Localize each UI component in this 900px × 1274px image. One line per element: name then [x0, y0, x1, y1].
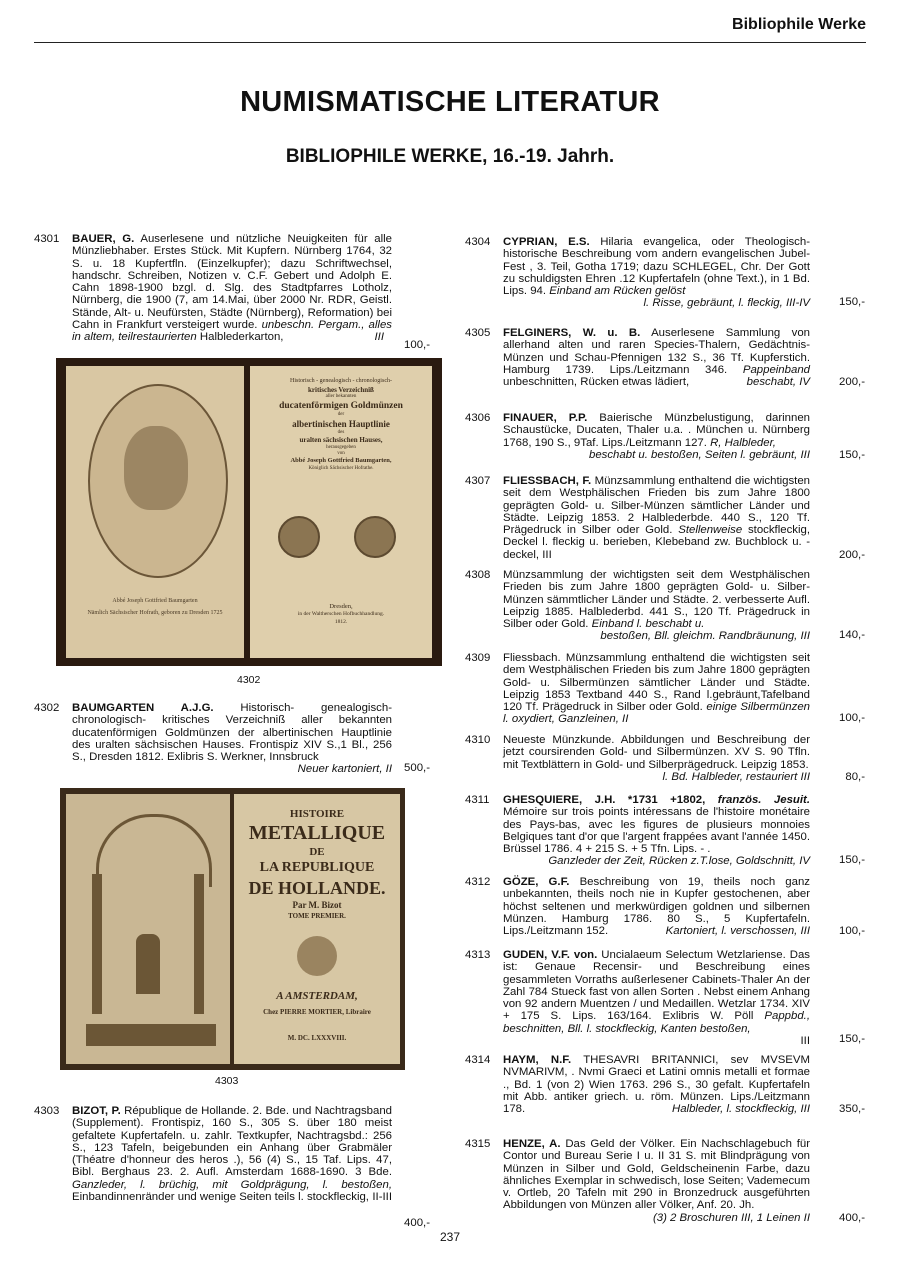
lot-number: 4312 — [465, 876, 491, 888]
printer-ornament — [297, 936, 337, 976]
lot-text: Auserlesene Sammlung von allerhand alten und raren Species-Thalern, Gedächtnis-Münzen und Schau-Pfennigen 132 S., 36 Tf. Kupferstich. Hamburg 1739. Lips./Leitzmann 346. — [503, 327, 810, 376]
frontispiece-page — [66, 366, 244, 658]
lot-entry — [465, 876, 865, 937]
lot-text: Baierische Münzbelustigung, darinnen Schaustücke, Ducaten, Thaler u.a. . München u. Nürnberg 1768, 190 S., 9Taf. Lips./Leitzmann 127. — [503, 412, 810, 449]
title-line: Historisch - genealogisch - chronologisch- — [290, 378, 392, 384]
lot-author: BAUMGARTEN A.J.G. — [72, 702, 214, 714]
lot-condition: (3) 2 Broschuren III, 1 Leinen II — [652, 1211, 810, 1224]
lot-description — [503, 734, 810, 783]
lot-description — [503, 949, 810, 1047]
lot-number: 4301 — [34, 233, 60, 245]
lot-author: CYPRIAN, E.S. — [503, 236, 590, 248]
lot-description — [503, 1054, 810, 1115]
lot-condition: Ganzleder, l. brüchig, mit Goldprägung, l. bestoßen, — [72, 1178, 392, 1191]
lot-price: 350,- — [839, 1102, 865, 1115]
coin-reverse — [354, 516, 396, 558]
lot-text: Uncialaeum Selectum Wetzlariense. Das ist: Genaue Recensir- und Beschreibung eines gesammleten Vorraths außerlesener Cabinets-Thaler An der Zahl 784 Stueck fast von allen Sorten . Nebst einem Anhang von 92 andern Muentzen / und Medaillen. Wetzlar 1734. XIV + 175 S. Lips. 163/164. Exlibris W. Pöll — [503, 949, 810, 1023]
lot-condition-tail: unbeschnitten, Rücken etwas lädiert, — [503, 376, 690, 389]
lot-price: 100,- — [404, 338, 430, 351]
title-line: M. DC. LXXXVIII. — [287, 1034, 347, 1042]
lot-price: 100,- — [839, 924, 865, 937]
lot-entry — [465, 236, 865, 308]
lot-entry — [465, 412, 865, 461]
lot-grade: III — [374, 331, 384, 344]
lot-description — [503, 652, 810, 726]
lot-author: HENZE, A. — [503, 1138, 561, 1150]
lot-author: GUDEN, V.F. von. — [503, 949, 598, 961]
lot-author: FLIESSBACH, F. — [503, 475, 592, 487]
lot-description — [503, 327, 810, 388]
lot-price: 100,- — [839, 711, 865, 724]
lot-number: 4308 — [465, 569, 491, 581]
lot-entry — [465, 734, 865, 783]
lot-condition: l. Bd. Halbleder, restauriert III — [662, 770, 810, 783]
lot-author: GHESQUIERE, J.H. *1731 +1802, — [503, 794, 706, 806]
illustration-caption: 4303 — [215, 1075, 239, 1087]
title-line: 1812. — [334, 618, 348, 625]
portrait-caption: Abbé Joseph Gottfried Baumgarten — [112, 598, 198, 604]
lot-condition: Halbleder, l. stockfleckig, III — [671, 1103, 810, 1116]
lot-entry — [465, 569, 865, 641]
lot-text: Das Geld der Völker. Ein Nachschlagebuch für Contor und Bureau Serie I u. II 31 S. mit Blindprägung von Münzen in Silber und Gold, Geldscheinenin Farbe, dazu ähnliches Exemplar in schwedisch, lose Seiten; Vademecum v. Ortleb, 20 Tafeln mit 290 in Bronzedruck ausgeführten Abbildungen von Münzen aller Völker, Anf. 20. Jh. — [503, 1138, 810, 1212]
lot-condition: Einband am Rücken gelöst — [549, 285, 686, 298]
title-line: des — [337, 429, 345, 435]
lot-condition: Kartoniert, l. verschossen, III — [665, 925, 810, 938]
lot-description — [503, 412, 810, 461]
lot-condition-tail: Halblederkarton, — [199, 331, 284, 344]
lot-grade: II-III — [372, 1191, 392, 1204]
title-line: in der Waltherschen Hofbuchhandlung. — [297, 611, 385, 618]
lot-author: FINAUER, P.P. — [503, 412, 588, 424]
lot-price: 80,- — [845, 770, 865, 783]
page-title: NUMISMATISCHE LITERATUR — [240, 86, 660, 118]
lot-condition-tail: stockfleckig, Deckel l. fleckig u. berieben, Klebeband zw. Buchblock u. -deckel, III — [503, 524, 811, 561]
title-line: aller bekannten — [325, 394, 357, 400]
page-number: 237 — [439, 1230, 461, 1244]
lot-grade: l. Risse, gebräunt, l. fleckig, III-IV — [643, 297, 810, 310]
lot-number: 4314 — [465, 1054, 491, 1066]
title-line: Abbé Joseph Gottfried Baumgarten, — [290, 457, 392, 465]
engraved-pedestal — [86, 1024, 216, 1046]
lot-description — [503, 475, 810, 561]
lot-author: HAYM, N.F. — [503, 1054, 572, 1066]
lot-grade: bestoßen, Bll. gleichm. Randbräunung, III — [600, 630, 810, 643]
lot-condition: Pappbd., beschnitten, Bll. l. stockfleckig, Kanten bestoßen, — [503, 1010, 810, 1035]
lot-condition: unbeschn. Pergam., alles in altem, teilrestaurierten — [72, 319, 392, 344]
title-line: herausgegeben — [326, 444, 356, 450]
lot-entry — [465, 652, 865, 724]
coin-obverse — [278, 516, 320, 558]
lot-text: Münzsammlung der wichtigsten seit dem Westphälischen Frieden bis zum Jahre 1800 geprägten Gold- u. Silber-Münzen sämmtlicher Länder und Städte. 2. verbesserte Aufl. Leipzig 1885. Halblederbd. 441 S., 120 Tf. Prägedruck in Silber oder Gold. — [503, 569, 810, 631]
lot-author-note: französ. Jesuit. — [705, 794, 810, 806]
title-line: Königlich Sächsischer Hofrathe. — [308, 465, 374, 471]
lot-condition: Ganzleder der Zeit, Rücken z.T.lose, Goldschnitt, IV — [548, 855, 810, 868]
illustration-caption: 4302 — [237, 674, 261, 686]
running-header: Bibliophile Werke — [732, 16, 866, 33]
lot-description — [503, 794, 810, 868]
lot-text: Neueste Münzkunde. Abbildungen und Beschreibung der jetzt coursirenden Gold- und Silbermünzen. XV S. 90 Tfln. mit Textblättern in Gold- und Silberprägedruck. Leipzig 1853. — [503, 734, 810, 771]
lot-number: 4309 — [465, 652, 491, 664]
lot-text: Beschreibung von 19, theils noch ganz unbekannten, theils noch nie in Kupfer gestochenen, aber höchst seltenen und merkwürdigen goldnen und silbernen Münzen. Hamburg 1786. 80 S., 5 Kupfertafeln. Lips./Leitzmann 152. — [503, 876, 810, 938]
lot-description — [72, 1105, 392, 1203]
title-line: DE HOLLANDE. — [248, 878, 386, 898]
portrait-caption-2: Nämlich Sächsischer Hofrath, geboren zu Dresden 1725 — [87, 610, 223, 616]
lot-text: Historisch- genealogisch- chronologisch- kritisches Verzeichniß aller bekannten ducatenförmigen Goldmünzen der albertinischen Hauptlinie des uralten sächsischen Hauses. Frontispiz XIV S.,1 Bl., 256 S., Dresden 1812. Exlibris S. Werkner, Innsbruck — [72, 702, 392, 764]
title-line: DE — [309, 846, 325, 858]
title-line: Par M. Bizot — [292, 900, 342, 910]
engraved-column — [194, 874, 204, 1014]
title-line: Dresden, — [329, 603, 353, 610]
lot-price: 400,- — [839, 1211, 865, 1224]
lot-description — [72, 702, 392, 776]
title-line: der — [337, 412, 345, 418]
lot-author: FELGINERS, W. u. B. — [503, 327, 641, 339]
lot-description — [72, 233, 392, 344]
lot-text: République de Hollande. 2. Bde. und Nachtragsband (Supplement). Frontispiz, 160 S., 305 S. über 180 meist gefaltete Kupfertafeln. u. zahlr. Textkupfer, Nachtragsbd.: 256 S., 123 Tafeln, beigebunden ein Anhang über Grabmäler (Théatre d'honneur des heros .), 56 (4) S., 15 Taf. Lips. 47, Bibl. Berghaus 23. 2. Aufl. Amsterdam 1688-1690. 3 Bde. — [72, 1105, 392, 1179]
lot-grade: beschabt, IV — [746, 376, 810, 389]
illustration-bizot-book — [60, 788, 405, 1070]
title-line: ducatenförmigen Goldmünzen — [279, 400, 403, 411]
lot-entry — [465, 794, 865, 866]
lot-price: 500,- — [404, 761, 430, 774]
lot-price: 400,- — [404, 1216, 430, 1229]
lot-condition: Pappeinband — [742, 363, 810, 376]
lot-text: Münzsammlung enthaltend die wichtigsten seit dem Westphälischen Frieden bis zum Jahre 1800 geprägten Gold- u. Silber-Münzen sämtlicher Länder und Städte. Leipzig 1853. 2 Halblederbde. 440 S., 120 Tf. Prägedruck in Silber oder Gold. — [503, 475, 811, 537]
lot-entry — [465, 1138, 865, 1224]
lot-condition-tail: Einbandinnenränder und wenige Seiten teils l. stockfleckig, — [72, 1191, 369, 1204]
title-line: von — [337, 451, 345, 457]
lot-price: 200,- — [839, 375, 865, 388]
lot-text: Mémoire sur trois points intéressans de l'histoire monétaire des Pays-bas, avec les figures de plusieurs monnoies Belgiques tant d'or que l'argent frappées avant l'année 1450. Brüssel 1786. 4 + 215 S. + 5 Tfn. Lips. - . — [503, 806, 810, 856]
lot-description — [503, 1138, 810, 1224]
title-page — [234, 794, 400, 1064]
lot-text: THESAVRI BRITANNICI, sev MVSEVM NVMARIVM, . Nvmi Graeci et Latini omnis metalli et formae ., Bd. 1 (von 2) Wien 1763. 296 S., 30 gefalt. Kupfertafeln mit Abb. antiker griech. u. röm. Münzen. Lips./Leitzmann 178. — [503, 1054, 810, 1116]
lot-number: 4307 — [465, 475, 491, 487]
frontispiece-page — [66, 794, 230, 1064]
lot-text: Auserlesene und nützliche Neuigkeiten für alle Münzliebhaber. Erstes Stück. Mit Kupfern. Nürnberg 1764, 32 S. u. 18 Kupfertfln. (Einzelkupfer); dazu Schriftwechsel, handschr. Schreiben, Notizen v. C.F. Gebert und Adolph E. Cahn 1898-1900 bzgl. d. Slg. des Stadtpfarres Lotholz, Nürnberg, die 1900 (7, am 14.Mai, über 2000 Nr. RDR, Geistl. Stände, Alt- u. Neufürsten, Städte (Nürnberg), Reformation) bei Cahn in Frankfurt versteigert wurde. — [72, 233, 393, 332]
lot-price: 150,- — [839, 295, 865, 308]
lot-price: 150,- — [839, 853, 865, 866]
lot-text: Fliessbach. Münzsammlung enthaltend die wichtigsten seit dem Westphälischen Frieden bis zum Jahre 1800 geprägten Gold- u. Silbermünzen sämtlicher Länder und Städte. Leipzig 1853 Textband 440 S., Rand l.gebräunt,Tafelband 120 Tf. Prägedruck in Silber oder Gold. — [503, 652, 810, 714]
lot-entry — [34, 702, 430, 774]
engraved-figure — [136, 934, 160, 994]
lot-price: 150,- — [839, 1032, 865, 1045]
lot-grade: beschabt u. bestoßen, Seiten l. gebräunt, III — [589, 448, 810, 461]
lot-condition: Stellenweise — [678, 524, 743, 537]
lot-entry — [465, 949, 865, 1048]
title-page — [250, 366, 432, 658]
page-subtitle: BIBLIOPHILE WERKE, 16.-19. Jahrh. — [285, 146, 615, 167]
lot-condition: Einband l. beschabt u. — [591, 618, 705, 631]
lot-author: BIZOT, P. — [72, 1105, 121, 1117]
lot-entry — [34, 233, 430, 351]
lot-description — [503, 876, 810, 937]
header-rule — [34, 42, 866, 43]
lot-author: GÖZE, G.F. — [503, 876, 570, 888]
lot-number: 4313 — [465, 949, 491, 961]
lot-price: 140,- — [839, 628, 865, 641]
lot-entry — [465, 475, 865, 561]
portrait-figure — [124, 426, 188, 510]
title-line: METALLIQUE — [248, 822, 386, 844]
lot-condition: R, Halbleder, — [710, 436, 776, 449]
illustration-baumgarten-book — [56, 358, 442, 666]
lot-number: 4310 — [465, 734, 491, 746]
lot-number: 4303 — [34, 1105, 60, 1117]
title-line: HISTOIRE — [289, 808, 345, 820]
lot-condition: Neuer kartoniert, II — [297, 763, 392, 776]
lot-number: 4315 — [465, 1138, 491, 1150]
title-line: kritisches Verzeichniß — [308, 385, 374, 394]
lot-entry — [465, 1054, 865, 1115]
title-line: TOME PREMIER. — [288, 912, 346, 920]
lot-price: 200,- — [839, 548, 865, 561]
title-line: Chez PIERRE MORTIER, Libraire — [263, 1008, 371, 1016]
lot-number: 4304 — [465, 236, 491, 248]
lot-description — [503, 236, 810, 310]
lot-text: Hilaria evangelica, oder Theologisch-historische Beschreibung vom andern evangelischen Jubel-Fest , 3. Teil, Gotha 1719; dazu SCHLEGEL, Chr. Der Gott zu schuldigsten Ehren .12 Kupfertafeln (ohne Text.), in 1 Bd. Lips. 94. — [503, 236, 810, 298]
title-line: albertinischen Hauptlinie — [292, 418, 390, 429]
engraved-column — [92, 874, 102, 1014]
lot-condition: einige Silbermünzen l. oxydiert, Ganzleinen, II — [503, 701, 810, 726]
lot-price: 150,- — [839, 448, 865, 461]
lot-author: BAUER, G. — [72, 233, 135, 245]
lot-grade: III — [800, 1035, 810, 1048]
title-line: A AMSTERDAM, — [276, 990, 358, 1002]
lot-number: 4302 — [34, 702, 60, 714]
lot-number: 4305 — [465, 327, 491, 339]
lot-entry — [34, 1105, 430, 1229]
lot-description — [503, 569, 810, 643]
lot-entry — [465, 327, 865, 388]
title-line: LA REPUBLIQUE — [259, 860, 375, 875]
title-line: uralten sächsischen Hauses, — [299, 436, 383, 445]
lot-number: 4311 — [465, 794, 490, 806]
lot-number: 4306 — [465, 412, 491, 424]
